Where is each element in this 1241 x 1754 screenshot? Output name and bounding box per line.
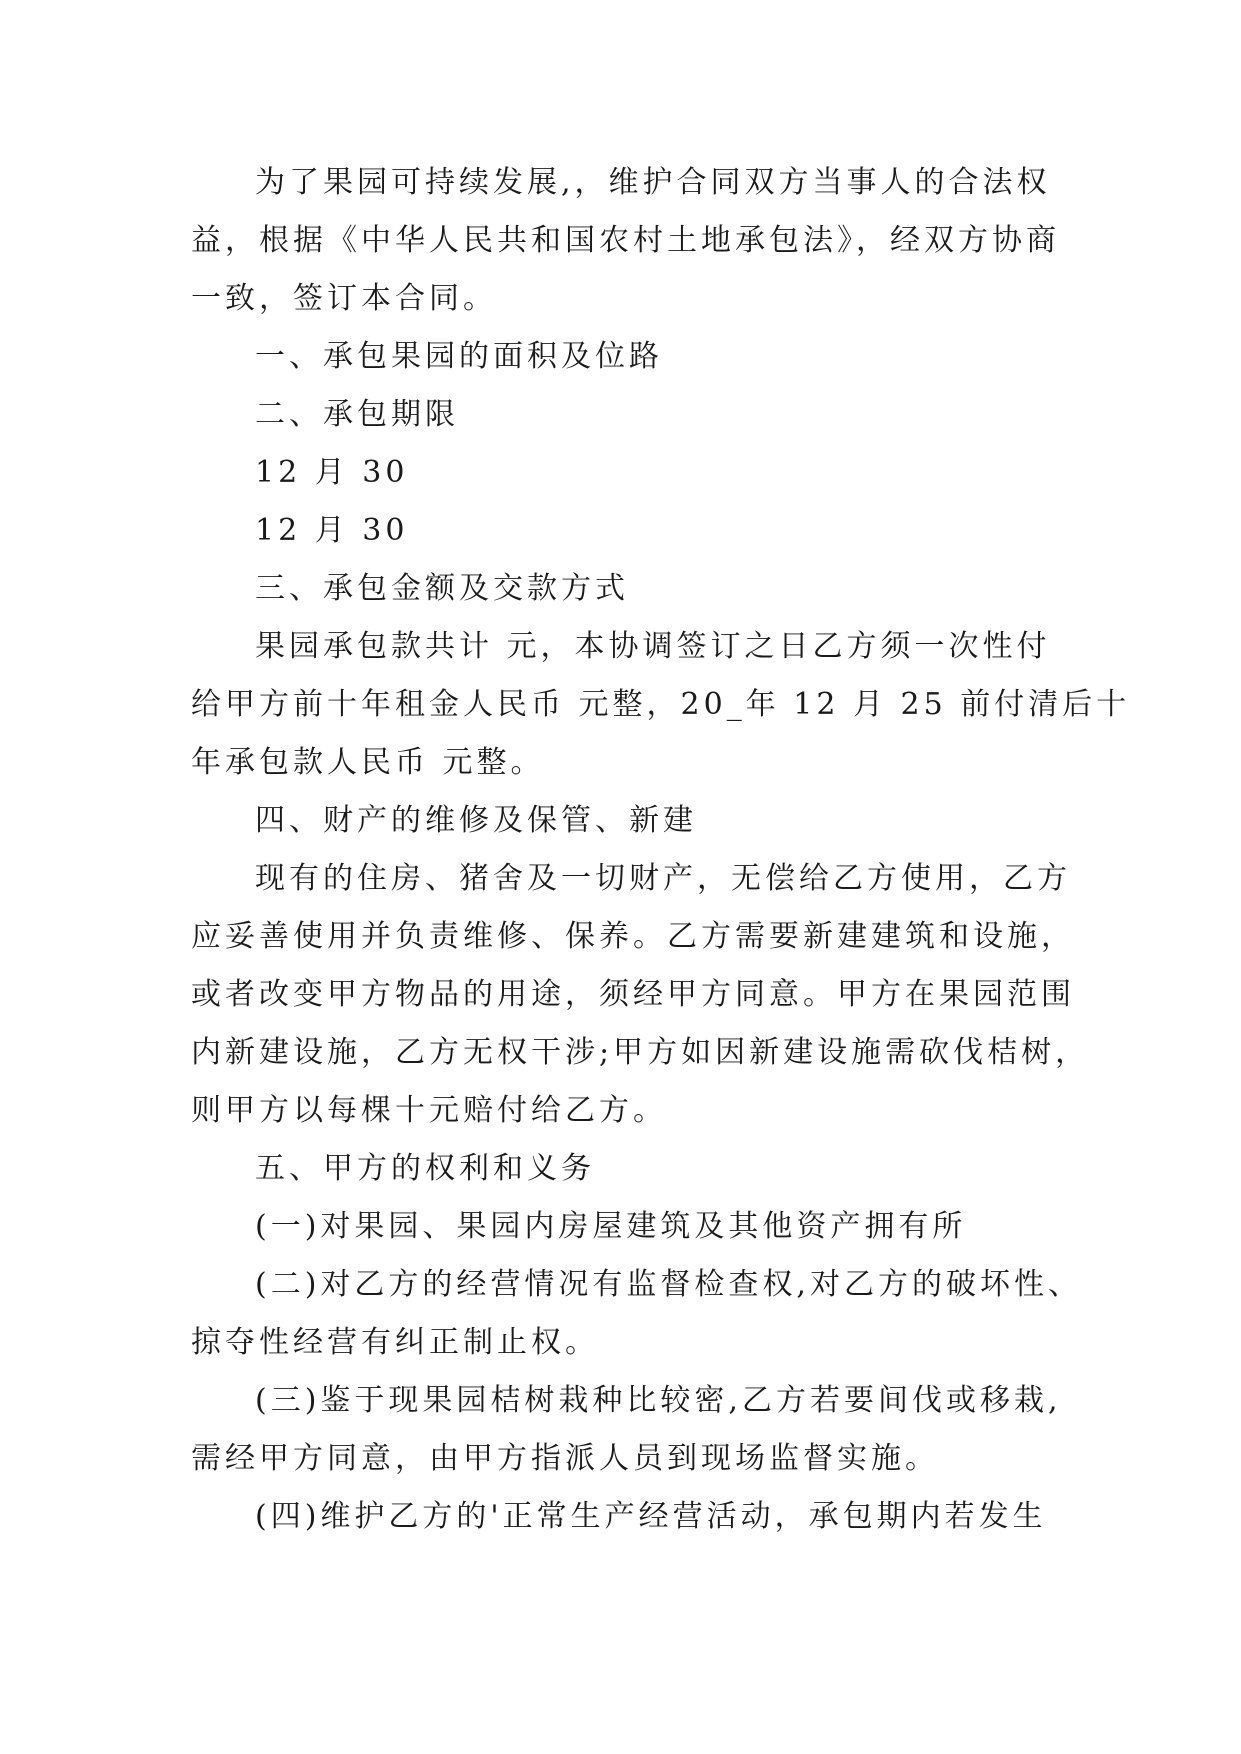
- paragraph-line: 现有的住房、猪舍及一切财产，无偿给乙方使用，乙方: [255, 861, 1071, 896]
- list-item: (二)对乙方的经营情况有监督检查权,对乙方的破坏性、: [255, 1267, 1082, 1302]
- paragraph-line: 掠夺性经营有纠正制止权。: [191, 1325, 599, 1360]
- document-body: [191, 154, 1131, 1546]
- paragraph-line: 年承包款人民币 元整。: [191, 745, 545, 780]
- paragraph-line: 给甲方前十年租金人民币 元整，20_年 12 月 25 前付清后十: [191, 687, 1131, 722]
- paragraph-line: 为了果园可持续发展,，维护合同双方当事人的合法权: [255, 165, 1051, 200]
- paragraph-line: 12 月 30: [255, 513, 409, 548]
- section-heading: 三、承包金额及交款方式: [255, 571, 629, 606]
- section-heading: 一、承包果园的面积及位路: [255, 339, 663, 374]
- paragraph-line: 或者改变甲方物品的用途，须经甲方同意。甲方在果园范围: [191, 977, 1075, 1012]
- list-item: (四)维护乙方的'正常生产经营活动，承包期内若发生: [255, 1499, 1047, 1534]
- paragraph-line: 内新建设施，乙方无权干涉;甲方如因新建设施需砍伐桔树，: [191, 1035, 1090, 1070]
- section-heading: 二、承包期限: [255, 397, 459, 432]
- section-heading: 五、甲方的权利和义务: [255, 1151, 595, 1186]
- paragraph-line: 应妥善使用并负责维修、保养。乙方需要新建建筑和设施，: [191, 919, 1075, 954]
- paragraph-line: 一致，签订本合同。: [191, 281, 497, 316]
- paragraph-line: 12 月 30: [255, 455, 409, 490]
- paragraph-line: 益，根据《中华人民共和国农村土地承包法》，经双方协商: [191, 223, 1060, 258]
- paragraph-line: 需经甲方同意，由甲方指派人员到现场监督实施。: [191, 1441, 939, 1476]
- section-heading: 四、财产的维修及保管、新建: [255, 803, 697, 838]
- paragraph-line: 则甲方以每棵十元赔付给乙方。: [191, 1093, 667, 1128]
- paragraph-line: 果园承包款共计 元，本协调签订之日乙方须一次性付: [255, 629, 1051, 664]
- list-item: (三)鉴于现果园桔树栽种比较密,乙方若要间伐或移栽,: [255, 1383, 1062, 1418]
- list-item: (一)对果园、果园内房屋建筑及其他资产拥有所: [255, 1209, 967, 1244]
